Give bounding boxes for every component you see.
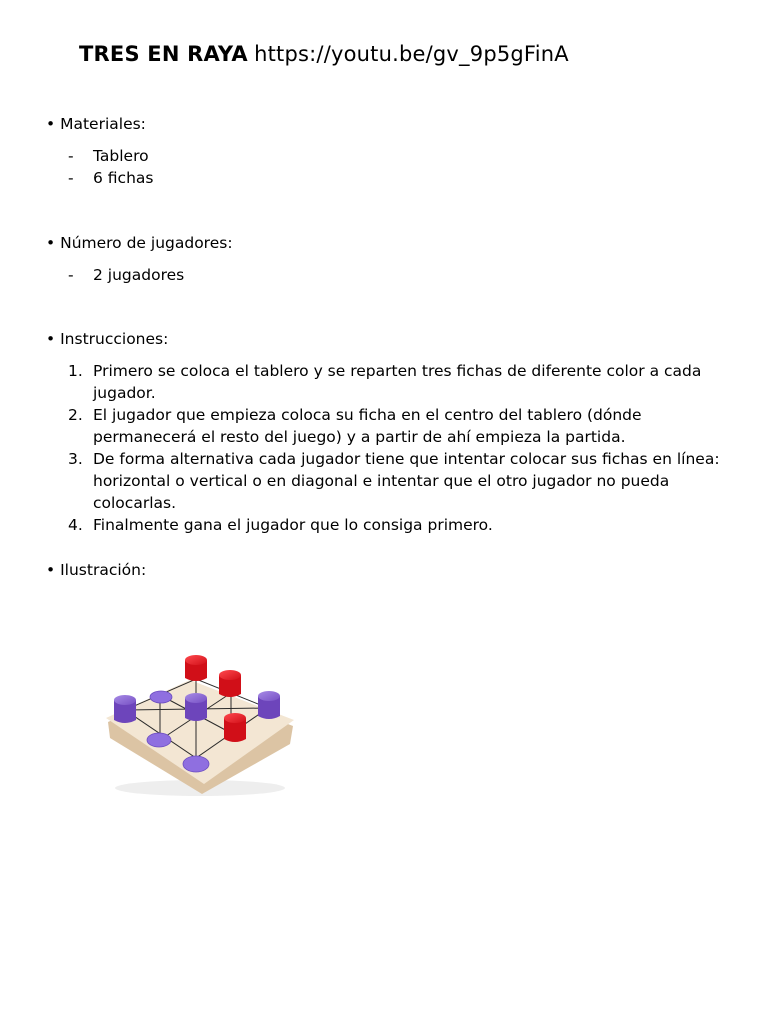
- empty-slot: [183, 756, 209, 772]
- list-item: [68, 264, 184, 286]
- jugadores-heading: [46, 232, 233, 254]
- board-illustration-svg: [100, 648, 300, 798]
- bullet-glyph: •: [46, 234, 56, 252]
- list-item-text: Primero se coloca el tablero y se reparten tres fichas de diferente color a cada jugador.: [93, 362, 702, 402]
- title-text: TRES EN RAYA: [79, 42, 248, 66]
- purple-piece: [114, 695, 136, 723]
- red-piece: [219, 670, 241, 697]
- list-item-text: 6 fichas: [93, 169, 154, 187]
- materiales-heading-text: Materiales:: [60, 115, 146, 133]
- document-title: [79, 41, 569, 67]
- purple-piece: [258, 691, 280, 719]
- instrucciones-heading: [46, 328, 168, 350]
- bullet-glyph: •: [46, 330, 56, 348]
- list-number: 1.: [68, 362, 83, 380]
- list-item-text: Tablero: [93, 147, 149, 165]
- youtube-link[interactable]: https://youtu.be/gv_9p5gFinA: [254, 42, 569, 66]
- list-item-text: 2 jugadores: [93, 266, 185, 284]
- instrucciones-list: [68, 360, 728, 536]
- empty-slot: [150, 691, 172, 703]
- ilustracion-heading-text: Ilustración:: [60, 561, 147, 579]
- purple-piece: [185, 693, 207, 721]
- list-item: [68, 360, 728, 404]
- jugadores-list: [68, 264, 184, 286]
- list-item-text: El jugador que empieza coloca su ficha en el centro del tablero (dónde permanecerá el resto del juego) y a partir de ahí empieza la partida.: [93, 406, 642, 446]
- red-piece: [185, 655, 207, 681]
- empty-slot: [147, 733, 171, 747]
- red-piece: [224, 713, 246, 742]
- list-number: 2.: [68, 406, 83, 424]
- list-item: [68, 448, 728, 514]
- dash-glyph: -: [68, 266, 74, 284]
- list-number: 4.: [68, 516, 83, 534]
- materiales-heading: [46, 113, 146, 135]
- materiales-list: [68, 145, 153, 189]
- list-item: [68, 167, 153, 189]
- list-item-text: De forma alternativa cada jugador tiene que intentar colocar sus fichas en línea: horizontal o vertical o en diagonal e intentar que el otro jugador no pueda colocarlas.: [93, 450, 720, 512]
- bullet-glyph: •: [46, 115, 56, 133]
- dash-glyph: -: [68, 147, 74, 165]
- bullet-glyph: •: [46, 561, 56, 579]
- list-number: 3.: [68, 450, 83, 468]
- list-item: [68, 514, 728, 536]
- list-item: [68, 145, 153, 167]
- list-item: [68, 404, 728, 448]
- ilustracion-heading: [46, 559, 146, 581]
- instrucciones-heading-text: Instrucciones:: [60, 330, 169, 348]
- tic-tac-toe-board-image: [100, 648, 300, 798]
- jugadores-heading-text: Número de jugadores:: [60, 234, 233, 252]
- list-item-text: Finalmente gana el jugador que lo consiga primero.: [93, 516, 493, 534]
- dash-glyph: -: [68, 169, 74, 187]
